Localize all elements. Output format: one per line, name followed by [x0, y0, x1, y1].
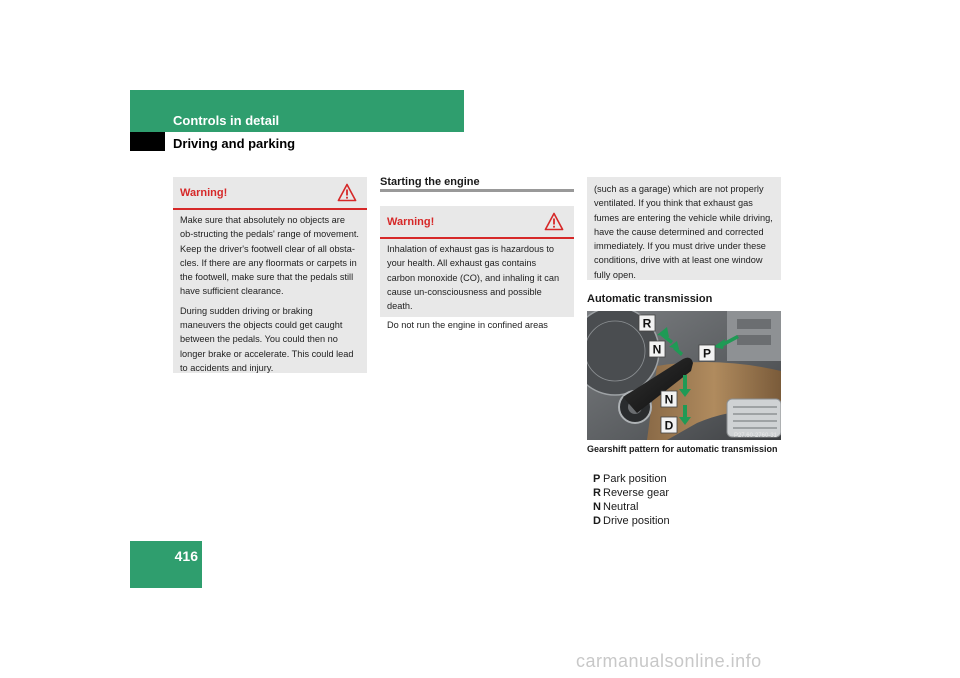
gear-label-text: N — [652, 342, 662, 357]
figure-code: P27.60-2760-31 — [733, 433, 777, 439]
warning-box-pedals — [173, 177, 367, 373]
gear-label-text: R — [642, 316, 652, 331]
gear-label-text: P — [702, 346, 712, 361]
list-item — [593, 514, 670, 528]
gearshift-figure — [587, 311, 781, 440]
watermark: carmanualsonline.info — [576, 651, 762, 671]
gear-position-list — [593, 472, 670, 528]
list-item — [593, 486, 670, 500]
heading-rule — [380, 189, 574, 192]
warning-body — [594, 182, 773, 287]
gear-description: Neutral — [603, 501, 639, 513]
air-vent — [727, 399, 781, 437]
gear-label-n-lower — [661, 391, 677, 407]
center-panel-button — [737, 335, 771, 345]
page-number: 416 — [174, 548, 198, 564]
warning-body — [180, 213, 359, 380]
gear-description: Park position — [603, 473, 667, 485]
automatic-transmission-heading: Automatic transmission — [587, 293, 713, 305]
gear-key: P — [593, 473, 601, 485]
list-item — [593, 472, 670, 486]
list-item — [593, 500, 670, 514]
warning-title: Warning! — [180, 187, 228, 199]
warning-box-exhaust — [380, 206, 574, 331]
warning-paragraph: Make sure that absolutely no objects are ob-structing the pedals' range of movement. Keep the driver's footwell clear of all obsta-cles. If there are any floormats or carpets in the footwell, make sure that the pedals still have sufficient clearance. — [180, 215, 359, 297]
center-panel-button — [737, 319, 771, 329]
warning-triangle-icon — [337, 183, 357, 202]
gear-key: R — [593, 487, 601, 499]
warning-paragraph: Do not run the engine in confined areas — [387, 320, 548, 331]
gear-label-text: D — [664, 418, 674, 433]
chapter-title: Controls in detail — [173, 113, 280, 128]
header-marker — [130, 132, 165, 151]
warning-body — [387, 242, 566, 338]
gear-key: D — [593, 515, 601, 527]
gear-key: N — [593, 501, 601, 513]
gear-label-text: N — [664, 392, 674, 407]
warning-box-continued — [587, 177, 781, 280]
warning-title: Warning! — [387, 216, 435, 228]
warning-paragraph: During sudden driving or braking maneuvers the objects could get caught between the pedals. You could then no longer brake or accelerate. This could lead to accidents and injury. — [180, 305, 354, 373]
gear-label-p — [699, 345, 715, 361]
warning-paragraph: (such as a garage) which are not properly ventilated. If you think that exhaust gas fumes are entering the vehicle while driving, have the cause determined and corrected immediately. If you must drive under these conditions, drive with at least one window fully open. — [594, 184, 773, 280]
gear-description: Reverse gear — [603, 487, 670, 499]
gear-label-r — [639, 315, 655, 331]
warning-triangle-icon — [544, 212, 564, 231]
gear-description: Drive position — [603, 515, 670, 527]
warning-paragraph: Inhalation of exhaust gas is hazardous to your health. All exhaust gas contains carbon monoxide (CO), and inhaling it can cause un-consciousness and possible death. — [387, 244, 560, 312]
figure-caption: Gearshift pattern for automatic transmission — [587, 444, 778, 454]
section-title: Driving and parking — [173, 136, 296, 151]
warning-header — [173, 177, 367, 210]
gear-label-n-upper — [649, 341, 665, 357]
starting-engine-heading: Starting the engine — [380, 176, 480, 188]
warning-header — [380, 206, 574, 239]
gear-label-d — [661, 417, 677, 433]
